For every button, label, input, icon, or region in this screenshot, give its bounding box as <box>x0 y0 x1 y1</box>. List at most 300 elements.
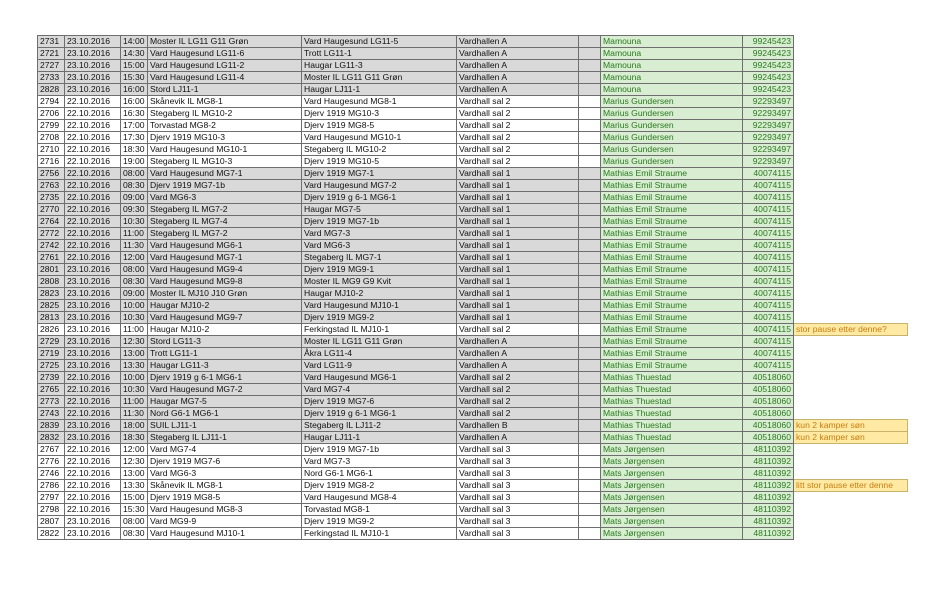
cell-blank <box>579 228 601 240</box>
cell-match-id: 2773 <box>38 396 65 408</box>
cell-hall: Vardhall sal 1 <box>457 240 579 252</box>
cell-referee: Mathias Emil Straume <box>601 168 743 180</box>
cell-away-team: Djerv 1919 MG8-5 <box>302 120 457 132</box>
cell-match-id: 2813 <box>38 312 65 324</box>
cell-referee: Mats Jørgensen <box>601 504 743 516</box>
cell-away-team: Vard Haugesund MG6-1 <box>302 372 457 384</box>
table-row <box>38 300 908 312</box>
cell-away-team: Torvastad MG8-1 <box>302 504 457 516</box>
cell-note <box>794 528 908 540</box>
cell-hall: Vardhall sal 2 <box>457 396 579 408</box>
cell-note <box>794 492 908 504</box>
cell-match-id: 2786 <box>38 480 65 492</box>
cell-date: 23.10.2016 <box>65 288 121 300</box>
cell-phone: 40518060 <box>743 408 794 420</box>
cell-blank <box>579 204 601 216</box>
cell-phone: 40074115 <box>743 324 794 336</box>
cell-blank <box>579 168 601 180</box>
cell-time: 18:30 <box>121 432 148 444</box>
cell-away-team: Djerv 1919 MG10-3 <box>302 108 457 120</box>
cell-home-team: Haugar MJ10-2 <box>148 324 302 336</box>
cell-blank <box>579 108 601 120</box>
cell-match-id: 2826 <box>38 324 65 336</box>
cell-away-team: Vard LG11-9 <box>302 360 457 372</box>
cell-referee: Marius Gundersen <box>601 108 743 120</box>
cell-note <box>794 60 908 72</box>
cell-referee: Mathias Emil Straume <box>601 180 743 192</box>
cell-away-team: Stegaberg IL MG7-1 <box>302 252 457 264</box>
table-row <box>38 168 908 180</box>
cell-phone: 48110392 <box>743 504 794 516</box>
cell-blank <box>579 516 601 528</box>
table-row <box>38 36 908 48</box>
cell-home-team: Vard MG6-3 <box>148 468 302 480</box>
cell-home-team: Vard MG7-4 <box>148 444 302 456</box>
cell-away-team: Vard Haugesund MJ10-1 <box>302 300 457 312</box>
cell-time: 12:00 <box>121 252 148 264</box>
cell-home-team: Trott LG11-1 <box>148 348 302 360</box>
cell-date: 22.10.2016 <box>65 444 121 456</box>
cell-away-team: Haugar LJ11-1 <box>302 432 457 444</box>
cell-hall: Vardhall sal 1 <box>457 288 579 300</box>
cell-referee: Mamouna <box>601 48 743 60</box>
cell-time: 09:30 <box>121 204 148 216</box>
cell-date: 22.10.2016 <box>65 504 121 516</box>
cell-match-id: 2719 <box>38 348 65 360</box>
cell-blank <box>579 180 601 192</box>
cell-time: 16:00 <box>121 96 148 108</box>
cell-time: 11:30 <box>121 240 148 252</box>
cell-home-team: Stegaberg IL MG7-4 <box>148 216 302 228</box>
table-row <box>38 60 908 72</box>
cell-referee: Marius Gundersen <box>601 156 743 168</box>
cell-home-team: Stegaberg IL LJ11-1 <box>148 432 302 444</box>
table-row <box>38 132 908 144</box>
cell-phone: 48110392 <box>743 468 794 480</box>
cell-time: 08:30 <box>121 180 148 192</box>
table-row <box>38 492 908 504</box>
cell-note <box>794 72 908 84</box>
cell-blank <box>579 300 601 312</box>
cell-note <box>794 336 908 348</box>
cell-time: 18:30 <box>121 144 148 156</box>
cell-hall: Vardhall sal 1 <box>457 180 579 192</box>
cell-date: 23.10.2016 <box>65 84 121 96</box>
cell-date: 23.10.2016 <box>65 36 121 48</box>
cell-date: 22.10.2016 <box>65 240 121 252</box>
cell-match-id: 2822 <box>38 528 65 540</box>
cell-note <box>794 156 908 168</box>
cell-hall: Vardhallen A <box>457 432 579 444</box>
cell-note <box>794 312 908 324</box>
cell-note <box>794 384 908 396</box>
cell-note <box>794 180 908 192</box>
cell-home-team: Stord LG11-3 <box>148 336 302 348</box>
cell-time: 13:30 <box>121 480 148 492</box>
cell-home-team: Vard Haugesund MG9-4 <box>148 264 302 276</box>
table-row <box>38 432 908 444</box>
cell-date: 22.10.2016 <box>65 480 121 492</box>
table-row <box>38 324 908 336</box>
cell-date: 22.10.2016 <box>65 168 121 180</box>
cell-match-id: 2776 <box>38 456 65 468</box>
cell-time: 10:30 <box>121 312 148 324</box>
table-row <box>38 252 908 264</box>
cell-hall: Vardhall sal 1 <box>457 312 579 324</box>
cell-date: 22.10.2016 <box>65 456 121 468</box>
cell-note: kun 2 kamper søn <box>794 432 908 444</box>
table-row <box>38 96 908 108</box>
cell-date: 22.10.2016 <box>65 468 121 480</box>
cell-phone: 40518060 <box>743 384 794 396</box>
cell-away-team: Djerv 1919 MG9-1 <box>302 264 457 276</box>
table-row <box>38 312 908 324</box>
cell-match-id: 2716 <box>38 156 65 168</box>
cell-hall: Vardhallen A <box>457 336 579 348</box>
cell-home-team: Vard Haugesund MG10-1 <box>148 144 302 156</box>
cell-note <box>794 108 908 120</box>
cell-phone: 40074115 <box>743 204 794 216</box>
cell-match-id: 2742 <box>38 240 65 252</box>
cell-time: 10:30 <box>121 384 148 396</box>
schedule-table <box>37 35 908 540</box>
cell-away-team: Haugar MG7-5 <box>302 204 457 216</box>
cell-blank <box>579 468 601 480</box>
cell-blank <box>579 288 601 300</box>
cell-home-team: Vard Haugesund LG11-4 <box>148 72 302 84</box>
cell-away-team: Vard MG7-3 <box>302 456 457 468</box>
cell-date: 23.10.2016 <box>65 264 121 276</box>
table-row <box>38 480 908 492</box>
cell-phone: 40518060 <box>743 432 794 444</box>
cell-blank <box>579 456 601 468</box>
table-row <box>38 228 908 240</box>
cell-phone: 40074115 <box>743 336 794 348</box>
cell-time: 13:00 <box>121 468 148 480</box>
cell-referee: Mathias Emil Straume <box>601 288 743 300</box>
cell-match-id: 2839 <box>38 420 65 432</box>
cell-blank <box>579 72 601 84</box>
cell-referee: Mats Jørgensen <box>601 492 743 504</box>
cell-away-team: Djerv 1919 MG7-1b <box>302 444 457 456</box>
cell-date: 22.10.2016 <box>65 252 121 264</box>
cell-blank <box>579 444 601 456</box>
cell-time: 18:00 <box>121 420 148 432</box>
cell-time: 15:30 <box>121 72 148 84</box>
cell-referee: Marius Gundersen <box>601 144 743 156</box>
cell-referee: Marius Gundersen <box>601 96 743 108</box>
cell-note <box>794 288 908 300</box>
cell-hall: Vardhall sal 1 <box>457 276 579 288</box>
cell-away-team: Vard Haugesund MG7-2 <box>302 180 457 192</box>
cell-blank <box>579 360 601 372</box>
cell-referee: Mamouna <box>601 84 743 96</box>
cell-blank <box>579 492 601 504</box>
cell-date: 22.10.2016 <box>65 180 121 192</box>
table-row <box>38 108 908 120</box>
cell-date: 23.10.2016 <box>65 72 121 84</box>
cell-blank <box>579 276 601 288</box>
cell-phone: 40074115 <box>743 192 794 204</box>
cell-date: 23.10.2016 <box>65 312 121 324</box>
cell-note <box>794 456 908 468</box>
cell-away-team: Djerv 1919 MG10-5 <box>302 156 457 168</box>
cell-phone: 99245423 <box>743 72 794 84</box>
cell-match-id: 2706 <box>38 108 65 120</box>
cell-blank <box>579 48 601 60</box>
cell-date: 22.10.2016 <box>65 156 121 168</box>
cell-note <box>794 348 908 360</box>
cell-hall: Vardhall sal 2 <box>457 384 579 396</box>
cell-date: 23.10.2016 <box>65 324 121 336</box>
table-row <box>38 240 908 252</box>
cell-note <box>794 168 908 180</box>
cell-time: 12:30 <box>121 456 148 468</box>
cell-phone: 40074115 <box>743 252 794 264</box>
cell-phone: 40074115 <box>743 348 794 360</box>
cell-referee: Marius Gundersen <box>601 120 743 132</box>
table-row <box>38 192 908 204</box>
cell-match-id: 2825 <box>38 300 65 312</box>
cell-hall: Vardhall sal 1 <box>457 216 579 228</box>
cell-home-team: Djerv 1919 MG10-3 <box>148 132 302 144</box>
cell-referee: Mathias Emil Straume <box>601 276 743 288</box>
cell-match-id: 2756 <box>38 168 65 180</box>
cell-match-id: 2729 <box>38 336 65 348</box>
cell-referee: Mathias Emil Straume <box>601 240 743 252</box>
table-row <box>38 144 908 156</box>
cell-hall: Vardhall sal 1 <box>457 264 579 276</box>
cell-home-team: Djerv 1919 MG7-1b <box>148 180 302 192</box>
cell-phone: 92293497 <box>743 108 794 120</box>
cell-note <box>794 36 908 48</box>
cell-match-id: 2739 <box>38 372 65 384</box>
cell-home-team: Vard MG6-3 <box>148 192 302 204</box>
cell-blank <box>579 384 601 396</box>
cell-note <box>794 516 908 528</box>
cell-date: 22.10.2016 <box>65 372 121 384</box>
cell-note <box>794 300 908 312</box>
table-row <box>38 372 908 384</box>
cell-blank <box>579 36 601 48</box>
cell-note <box>794 240 908 252</box>
cell-date: 23.10.2016 <box>65 60 121 72</box>
cell-hall: Vardhall sal 1 <box>457 300 579 312</box>
cell-match-id: 2765 <box>38 384 65 396</box>
cell-hall: Vardhall sal 1 <box>457 252 579 264</box>
cell-time: 17:00 <box>121 120 148 132</box>
cell-time: 10:30 <box>121 216 148 228</box>
table-row <box>38 516 908 528</box>
cell-hall: Vardhall sal 2 <box>457 132 579 144</box>
cell-time: 14:30 <box>121 48 148 60</box>
cell-referee: Mamouna <box>601 72 743 84</box>
cell-time: 12:30 <box>121 336 148 348</box>
cell-date: 23.10.2016 <box>65 336 121 348</box>
cell-phone: 40074115 <box>743 264 794 276</box>
cell-blank <box>579 132 601 144</box>
cell-home-team: Haugar MJ10-2 <box>148 300 302 312</box>
cell-phone: 48110392 <box>743 444 794 456</box>
cell-phone: 92293497 <box>743 132 794 144</box>
cell-time: 08:30 <box>121 276 148 288</box>
cell-date: 22.10.2016 <box>65 204 121 216</box>
cell-away-team: Vard Haugesund LG11-5 <box>302 36 457 48</box>
cell-note <box>794 144 908 156</box>
cell-phone: 99245423 <box>743 36 794 48</box>
table-row <box>38 420 908 432</box>
table-row <box>38 360 908 372</box>
cell-date: 23.10.2016 <box>65 48 121 60</box>
cell-hall: Vardhall sal 3 <box>457 528 579 540</box>
cell-referee: Mats Jørgensen <box>601 528 743 540</box>
cell-home-team: Vard Haugesund MG9-8 <box>148 276 302 288</box>
cell-match-id: 2708 <box>38 132 65 144</box>
cell-time: 09:00 <box>121 288 148 300</box>
cell-date: 23.10.2016 <box>65 348 121 360</box>
cell-match-id: 2799 <box>38 120 65 132</box>
cell-away-team: Stegaberg IL MG10-2 <box>302 144 457 156</box>
cell-date: 23.10.2016 <box>65 528 121 540</box>
cell-home-team: Vard Haugesund MG7-1 <box>148 168 302 180</box>
cell-match-id: 2733 <box>38 72 65 84</box>
cell-note: litt stor pause etter denne <box>794 480 908 492</box>
cell-note <box>794 252 908 264</box>
cell-time: 11:00 <box>121 396 148 408</box>
cell-phone: 99245423 <box>743 60 794 72</box>
table-row <box>38 276 908 288</box>
cell-note <box>794 264 908 276</box>
cell-home-team: Vard Haugesund MG6-1 <box>148 240 302 252</box>
cell-time: 15:00 <box>121 60 148 72</box>
cell-time: 19:00 <box>121 156 148 168</box>
cell-date: 22.10.2016 <box>65 408 121 420</box>
table-row <box>38 156 908 168</box>
cell-home-team: Nord G6-1 MG6-1 <box>148 408 302 420</box>
cell-home-team: Haugar MG7-5 <box>148 396 302 408</box>
cell-note: kun 2 kamper søn <box>794 420 908 432</box>
table-row <box>38 180 908 192</box>
cell-home-team: Skånevik IL MG8-1 <box>148 480 302 492</box>
cell-phone: 40074115 <box>743 288 794 300</box>
cell-blank <box>579 528 601 540</box>
cell-referee: Mathias Thuestad <box>601 432 743 444</box>
cell-referee: Mathias Emil Straume <box>601 348 743 360</box>
cell-date: 22.10.2016 <box>65 120 121 132</box>
cell-referee: Mathias Emil Straume <box>601 360 743 372</box>
cell-away-team: Djerv 1919 g 6-1 MG6-1 <box>302 408 457 420</box>
cell-time: 17:30 <box>121 132 148 144</box>
cell-match-id: 2763 <box>38 180 65 192</box>
cell-referee: Mathias Emil Straume <box>601 192 743 204</box>
cell-referee: Mathias Thuestad <box>601 420 743 432</box>
cell-referee: Mathias Emil Straume <box>601 312 743 324</box>
cell-match-id: 2767 <box>38 444 65 456</box>
cell-hall: Vardhallen A <box>457 60 579 72</box>
cell-date: 23.10.2016 <box>65 432 121 444</box>
cell-home-team: Haugar LG11-3 <box>148 360 302 372</box>
cell-match-id: 2794 <box>38 96 65 108</box>
cell-time: 16:00 <box>121 84 148 96</box>
cell-blank <box>579 120 601 132</box>
cell-blank <box>579 216 601 228</box>
cell-match-id: 2721 <box>38 48 65 60</box>
cell-match-id: 2801 <box>38 264 65 276</box>
cell-home-team: SUIL LJ11-1 <box>148 420 302 432</box>
cell-phone: 92293497 <box>743 96 794 108</box>
cell-phone: 40074115 <box>743 228 794 240</box>
cell-note <box>794 444 908 456</box>
cell-phone: 40074115 <box>743 300 794 312</box>
cell-hall: Vardhallen A <box>457 36 579 48</box>
cell-match-id: 2807 <box>38 516 65 528</box>
cell-hall: Vardhall sal 3 <box>457 456 579 468</box>
cell-time: 11:30 <box>121 408 148 420</box>
table-row <box>38 264 908 276</box>
cell-time: 08:00 <box>121 516 148 528</box>
cell-referee: Mats Jørgensen <box>601 468 743 480</box>
cell-referee: Mathias Emil Straume <box>601 228 743 240</box>
cell-note <box>794 276 908 288</box>
cell-hall: Vardhall sal 1 <box>457 192 579 204</box>
cell-referee: Mats Jørgensen <box>601 480 743 492</box>
table-row <box>38 408 908 420</box>
cell-date: 23.10.2016 <box>65 420 121 432</box>
cell-blank <box>579 420 601 432</box>
cell-referee: Mats Jørgensen <box>601 456 743 468</box>
cell-match-id: 2746 <box>38 468 65 480</box>
table-row <box>38 336 908 348</box>
cell-referee: Mathias Emil Straume <box>601 324 743 336</box>
cell-note <box>794 204 908 216</box>
cell-note <box>794 48 908 60</box>
cell-blank <box>579 84 601 96</box>
cell-hall: Vardhall sal 2 <box>457 408 579 420</box>
cell-date: 22.10.2016 <box>65 228 121 240</box>
cell-home-team: Stegaberg IL MG7-2 <box>148 228 302 240</box>
cell-hall: Vardhall sal 2 <box>457 372 579 384</box>
cell-away-team: Djerv 1919 MG7-1 <box>302 168 457 180</box>
cell-home-team: Moster IL MJ10 J10 Grøn <box>148 288 302 300</box>
cell-match-id: 2823 <box>38 288 65 300</box>
table-row <box>38 120 908 132</box>
cell-phone: 40074115 <box>743 276 794 288</box>
cell-away-team: Åkra LG11-4 <box>302 348 457 360</box>
cell-away-team: Ferkingstad IL MJ10-1 <box>302 528 457 540</box>
table-row <box>38 504 908 516</box>
cell-note <box>794 360 908 372</box>
cell-home-team: Vard Haugesund LG11-6 <box>148 48 302 60</box>
cell-match-id: 2761 <box>38 252 65 264</box>
cell-time: 09:00 <box>121 192 148 204</box>
cell-away-team: Moster IL LG11 G11 Grøn <box>302 336 457 348</box>
cell-referee: Mathias Emil Straume <box>601 216 743 228</box>
cell-hall: Vardhall sal 2 <box>457 144 579 156</box>
cell-date: 22.10.2016 <box>65 492 121 504</box>
cell-blank <box>579 240 601 252</box>
cell-phone: 40074115 <box>743 216 794 228</box>
cell-referee: Mats Jørgensen <box>601 516 743 528</box>
cell-date: 22.10.2016 <box>65 108 121 120</box>
cell-home-team: Djerv 1919 g 6-1 MG6-1 <box>148 372 302 384</box>
cell-home-team: Vard Haugesund MG7-1 <box>148 252 302 264</box>
cell-blank <box>579 336 601 348</box>
cell-blank <box>579 312 601 324</box>
cell-date: 22.10.2016 <box>65 192 121 204</box>
cell-hall: Vardhallen A <box>457 348 579 360</box>
cell-hall: Vardhall sal 2 <box>457 108 579 120</box>
cell-match-id: 2808 <box>38 276 65 288</box>
